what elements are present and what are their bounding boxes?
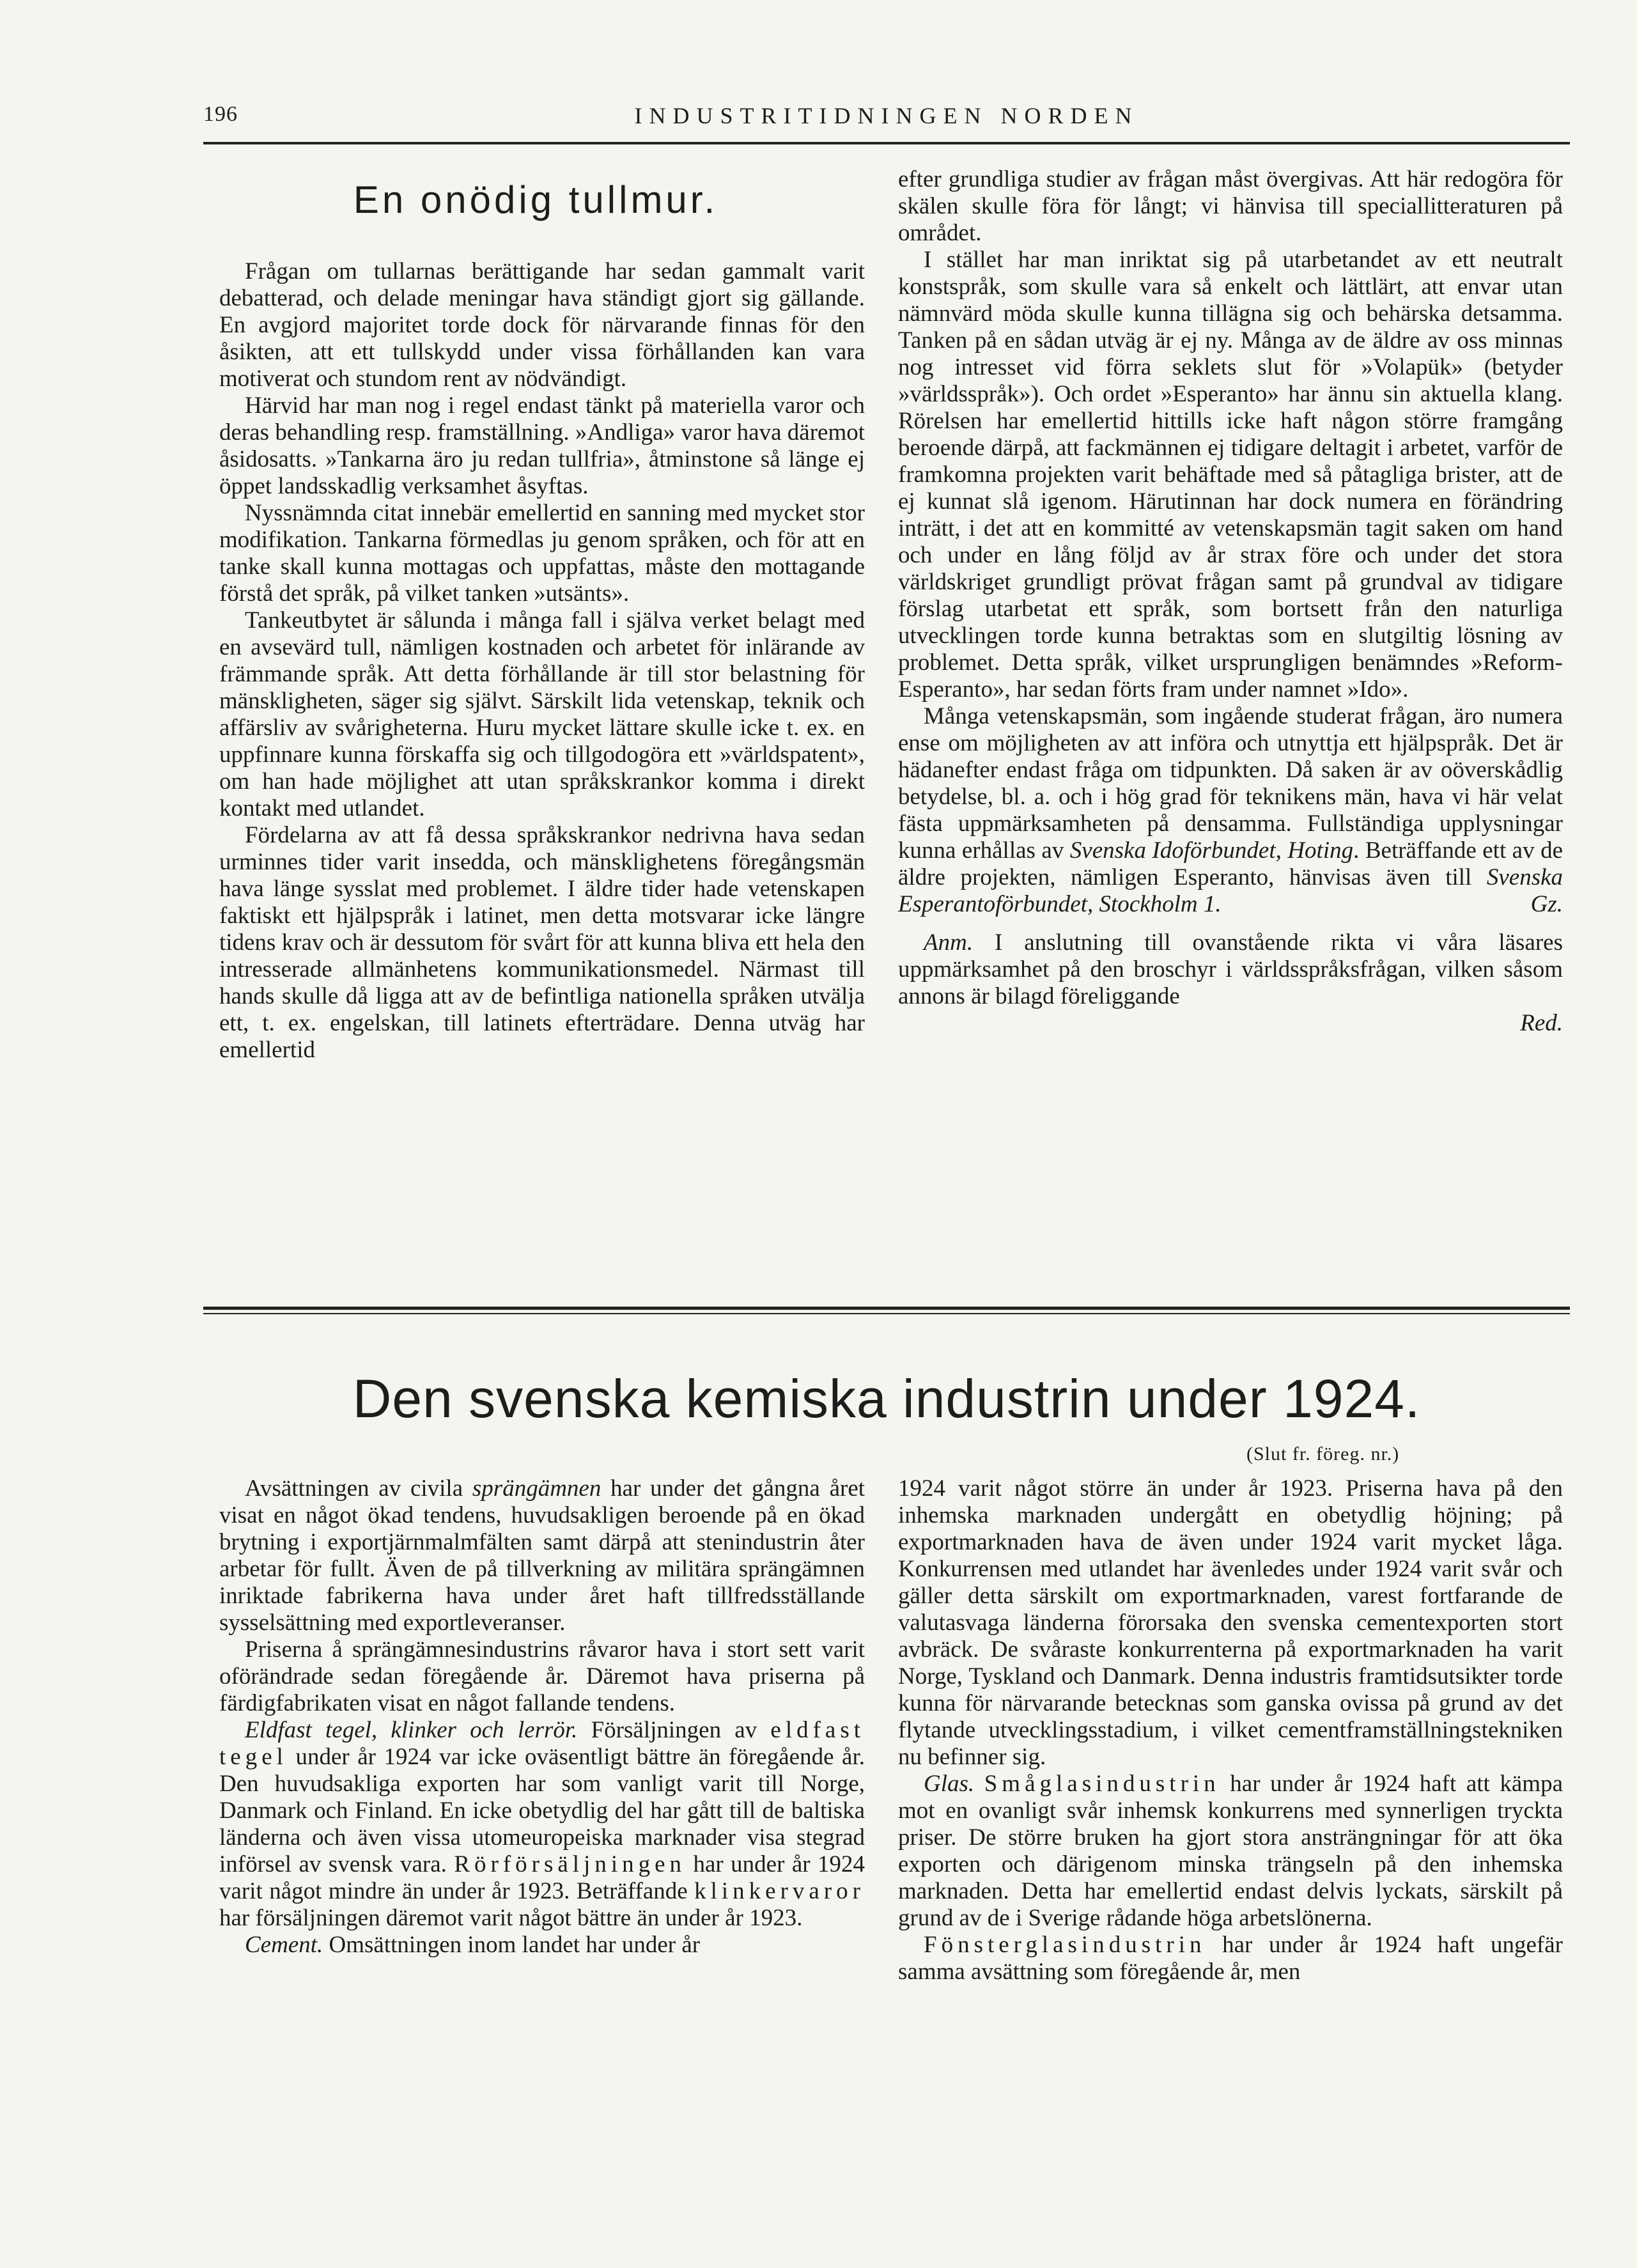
paragraph: 1924 varit något större än under år 1923. Priserna hava på den inhemska marknaden undergått en obetydlig höjning; på exportmarknaden hava de även under 1924 varit mycket låga. Konkurrensen med utlandet har ävenledes under 1924 varit svår och gäller detta särskilt om exportmarknaden, varest fortfarande de valutasvaga länderna förorsaka den svenska cementexporten stort avbräck. De svåraste konkurrenterna på exportmarknaden ha varit Norge, Tyskland och Danmark. Denna industris framtidsutsikter torde kunna för närvarande betecknas som ganska ovissa på grund av det flytande utvecklingsstadium, i vilket cementframställningstekniken nu befinner sig. xyxy=(898,1475,1563,1770)
spaced-term: Rörförsäljningen xyxy=(454,1851,687,1877)
author-signature: Gz. xyxy=(1530,891,1563,917)
note-text: I anslutning till ovanstående rikta vi våra läsares uppmärksamhet på den broschyr i världsspråksfrågan, vilken såsom annons är bilagd föreliggande xyxy=(898,929,1563,1009)
spaced-term: eldfast tegel xyxy=(219,1717,865,1770)
organisation-name: Svenska Idoförbundet, Hoting xyxy=(1069,837,1354,864)
organisation-name: Svenska Esperantoförbundet, Stockholm 1. xyxy=(898,864,1563,917)
editor-signature: Red. xyxy=(1520,1010,1563,1036)
running-title: INDUSTRITIDNINGEN NORDEN xyxy=(634,103,1139,128)
text: . Beträffande ett av de äldre projekten, nämligen Esperanto, hänvisas även till xyxy=(898,837,1563,890)
section-rule-double-top xyxy=(203,1307,1570,1310)
page-number: 196 xyxy=(203,102,238,126)
spaced-term: Småglasindustrin xyxy=(984,1771,1220,1797)
text: Försäljningen av xyxy=(591,1717,757,1743)
paragraph xyxy=(898,703,1563,918)
paragraph xyxy=(219,1932,865,1959)
page-header xyxy=(203,102,1570,141)
article2-title: Den svenska kemiska industrin under 1924. xyxy=(352,1369,1421,1429)
text: har under det gångna året visat en något ökad tendens, huvudsakligen beroende på en ökad brytning i exportjärnmalmfälten samt därpå att stenindustrin åter arbetar för fullt. Även de på tillverkning av militära sprängämnen inriktade fabrikerna hava under året haft tillfredsställande sysselsättning med exportleveranser. xyxy=(219,1475,865,1636)
continued-note: (Slut fr. föreg. nr.) xyxy=(1246,1443,1400,1464)
article1-column-left xyxy=(219,258,865,1064)
paragraph xyxy=(898,1932,1563,1985)
subheading: Eldfast tegel, klinker och lerrör. xyxy=(245,1717,578,1743)
section-rule-double-bottom xyxy=(203,1313,1570,1314)
paragraph xyxy=(219,1475,865,1636)
spaced-term: klinkervaror xyxy=(694,1878,865,1904)
subheading: Glas. xyxy=(924,1771,975,1797)
emphasis: sprängämnen xyxy=(472,1475,601,1502)
editor-signature-line xyxy=(898,1010,1563,1037)
paragraph: efter grundliga studier av frågan måst övergivas. Att här redogöra för skälen skulle föra för långt; vi hänvisa till speciallitteraturen på området. xyxy=(898,166,1563,246)
paragraph: Nyssnämnda citat innebär emellertid en sanning med mycket stor modifikation. Tankarna förmedlas ju genom språken, och för att en tanke skall kunna mottagas och uppfattas, måste den mottagande förstå det språk, på vilket tanken »utsänts». xyxy=(219,500,865,607)
text: har under år 1924 haft ungefär samma avsättning som föregående år, men xyxy=(898,1932,1563,1985)
text: under år 1924 var icke oväsentligt bättre än föregående år. Den huvudsakliga exporten har som vanligt varit till Norge, Danmark och Finland. En icke obetydlig del har gått till de baltiska länderna och även vissa utomeuropeiska marknader visa stegrad införsel av svensk vara. xyxy=(219,1744,865,1877)
subheading: Cement. xyxy=(245,1932,323,1958)
paragraph xyxy=(898,1771,1563,1932)
editor-note xyxy=(898,929,1563,1010)
spaced-term: Fönsterglasindustrin xyxy=(924,1932,1206,1958)
paragraph xyxy=(219,1717,865,1932)
text: Många vetenskapsmän, som ingående studerat frågan, äro numera ense om möjligheten av att införa och utnyttja ett hjälpspråk. Det är hädanefter endast fråga om tidpunkten. Då saken är av oöverskådlig betydelse, bl. a. och i hög grad för teknikens män, hava vi här velat fästa uppmärksamheten på densamma. Fullständiga upplysningar kunna erhållas av xyxy=(898,703,1563,864)
paragraph: I stället har man inriktat sig på utarbetandet av ett neutralt konstspråk, som skulle vara så enkelt och lättlärt, att envar utan nämnvärd möda skulle kunna tillägna sig och behärska detsamma. Tanken på en sådan utväg är ej ny. Många av de äldre av oss minnas nog intresset vid förra seklets slut för »Volapük» (betyder »världsspråk»). Och ordet »Esperanto» har ännu sin aktuella klang. Rörelsen har emellertid hittills icke haft någon större framgång beroende därpå, att fackmännen ej tidigare deltagit i arbetet, varför de framkomna projekten varit behäftade med så påtagliga brister, att de ej kunnat slå igenom. Härutinnan har dock numera en förändring inträtt, i det att en kommitté av vetenskapsmän tagit saken om hand och under en lång följd av år strax före och under det stora världskriget grundligt prövat frågan samt på grundval av tidigare förslag utarbetat ett språk, som bortsett från den naturliga utvecklingen torde kunna betraktas som en slutgiltig lösning av problemet. Detta språk, vilket ursprungligen benämndes »Reform-Esperanto», har sedan förts fram under namnet »Ido». xyxy=(898,247,1563,703)
text: Avsättningen av civila xyxy=(245,1475,463,1502)
paragraph: Härvid har man nog i regel endast tänkt på materiella varor och deras behandling resp. framställning. »Andliga» varor hava däremot åsidosatts. »Tankarna äro ju redan tullfria», åtminstone så länge ej öppet landsskadlig verksamhet åsyftas. xyxy=(219,392,865,499)
article2-column-left xyxy=(219,1475,865,1959)
article1-column-right xyxy=(898,166,1563,1037)
paragraph: Frågan om tullarnas berättigande har sedan gammalt varit debatterad, och delade meningar hava ständigt gjort sig gällande. En avgjord majoritet torde dock för närvarande finnas för den åsikten, att ett tullskydd under vissa förhållanden kan vara motiverat och stundom rent av nödvändigt. xyxy=(219,258,865,392)
text: har försäljningen däremot varit något bättre än under år 1923. xyxy=(219,1905,803,1931)
text: har under år 1924 haft att kämpa mot en ovanligt svår inhemsk konkurrens med synnerligen tryckta priser. De större bruken ha gjort stora ansträngningar för att öka exporten och därigenom minska trängseln på den inhemska marknaden. Detta har emellertid endast delvis lyckats, särskilt på grund av de i Sverige rådande höga arbetslönerna. xyxy=(898,1771,1563,1931)
paragraph: Fördelarna av att få dessa språkskrankor nedrivna hava sedan urminnes tider varit insedda, och mänsklighetens föregångsmän hava länge sysslat med problemet. I äldre tider hade vetenskapen faktiskt ett hjälpspråk i latinet, men detta motsvarar icke längre tidens krav och är dessutom för svårt för att kunna bliva ett hela den intresserade allmänhetens kommunikationsmedel. Närmast till hands skulle då ligga att av de befintliga nationella språken utvälja ett, t. ex. engelskan, till latinets efterträdare. Denna utväg har emellertid xyxy=(219,822,865,1063)
article1-title: En onödig tullmur. xyxy=(353,178,718,221)
text: Omsättningen inom landet har under år xyxy=(329,1932,701,1958)
header-rule xyxy=(203,142,1570,144)
note-label: Anm. xyxy=(924,929,974,956)
article2-column-right xyxy=(898,1475,1563,1985)
paragraph: Tankeutbytet är sålunda i många fall i själva verket belagt med en avsevärd tull, nämligen kostnaden och arbetet för inlärande av främmande språk. Att detta förhållande är till stor belastning för mänskligheten, säger sig självt. Särskilt lida vetenskap, teknik och affärsliv av svårigheterna. Huru mycket lättare skulle icke t. ex. en uppfinnare kunna förskaffa sig och tillgodogöra ett »världspatent», om han hade möjlighet att utan språkskrankor komma i direkt kontakt med utlandet. xyxy=(219,607,865,821)
text: har under år 1924 varit något mindre än under år 1923. Beträffande xyxy=(219,1851,865,1904)
paragraph: Priserna å sprängämnesindustrins råvaror hava i stort sett varit oförändrade sedan föregående år. Däremot hava priserna på färdigfabrikaten visat en något fallande tendens. xyxy=(219,1636,865,1716)
